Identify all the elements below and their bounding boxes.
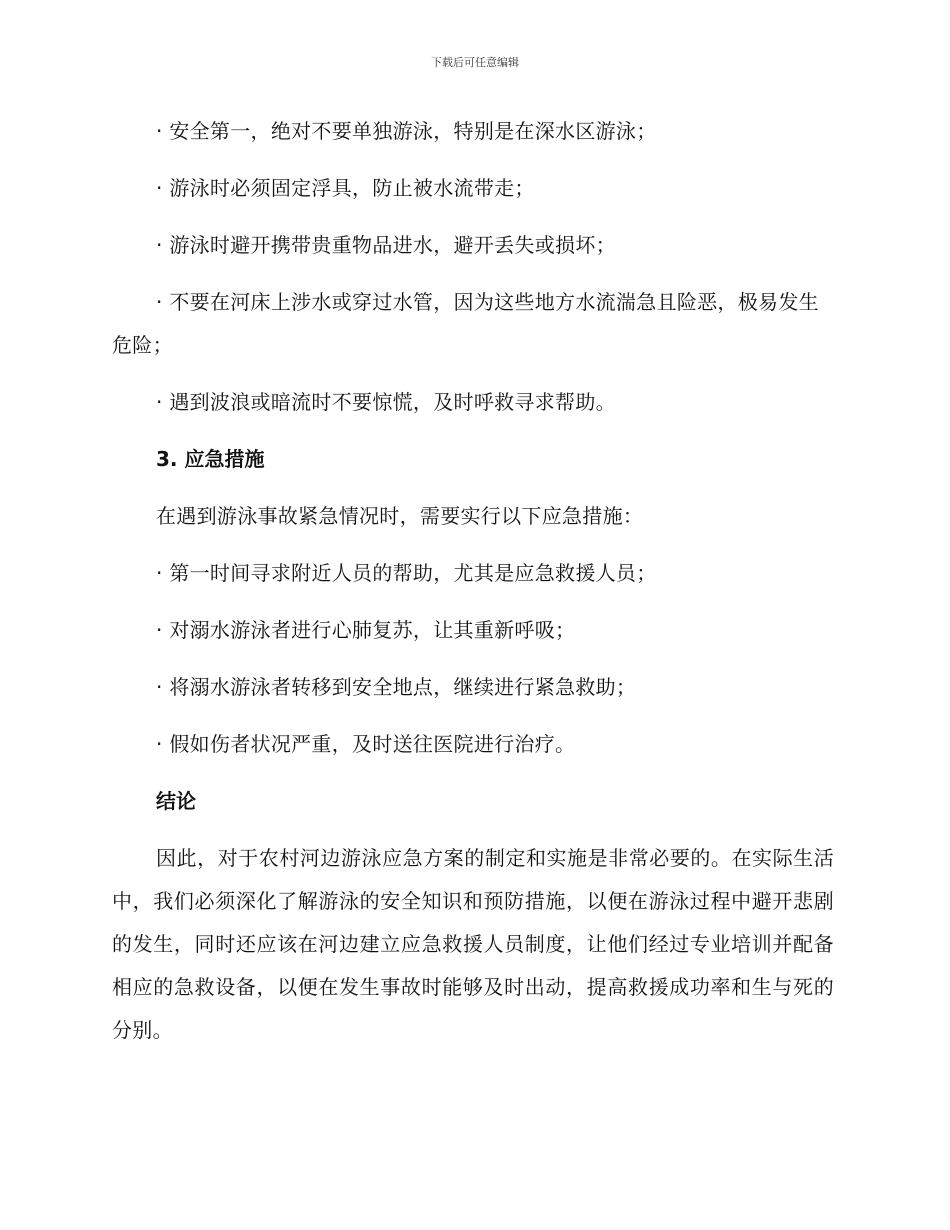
list-item: · 游泳时必须固定浮具，防止被水流带走；: [156, 176, 535, 200]
list-item: · 安全第一，绝对不要单独游泳，特别是在深水区游泳；: [156, 119, 657, 143]
list-item: · 对溺水游泳者进行心肺复苏，让其重新呼吸；: [156, 618, 576, 642]
document-body: [112, 110, 834, 1066]
list-item: · 将溺水游泳者转移到安全地点，继续进行紧急救助；: [156, 675, 637, 699]
conclusion-heading: 结论: [156, 789, 196, 813]
list-item: · 游泳时避开携带贵重物品进水，避开丢失或损坏；: [156, 233, 616, 257]
section-heading: 3. 应急措施: [156, 447, 265, 471]
list-item: · 第一时间寻求附近人员的帮助，尤其是应急救援人员；: [156, 561, 657, 585]
page-header: 下载后可任意编辑: [431, 56, 519, 69]
section-intro: 在遇到游泳事故紧急情况时，需要实行以下应急措施：: [156, 504, 644, 528]
conclusion-paragraph: 因此，对于农村河边游泳应急方案的制定和实施是非常必要的。在实际生活中，我们必须深化了解游泳的安全知识和预防措施，以便在游泳过程中避开悲剧的发生，同时还应该在河边建立应急救援人员制度，让他们经过专业培训并配备相应的急救设备，以便在发生事故时能够及时出动，提高救援成功率和生与死的分别。: [112, 846, 834, 1042]
list-item: · 不要在河床上涉水或穿过水管，因为这些地方水流湍急且险恶，极易发生危险；: [112, 290, 819, 357]
list-item: · 假如伤者状况严重，及时送往医院进行治疗。: [156, 732, 576, 756]
list-item: · 遇到波浪或暗流时不要惊慌，及时呼救寻求帮助。: [156, 390, 616, 414]
